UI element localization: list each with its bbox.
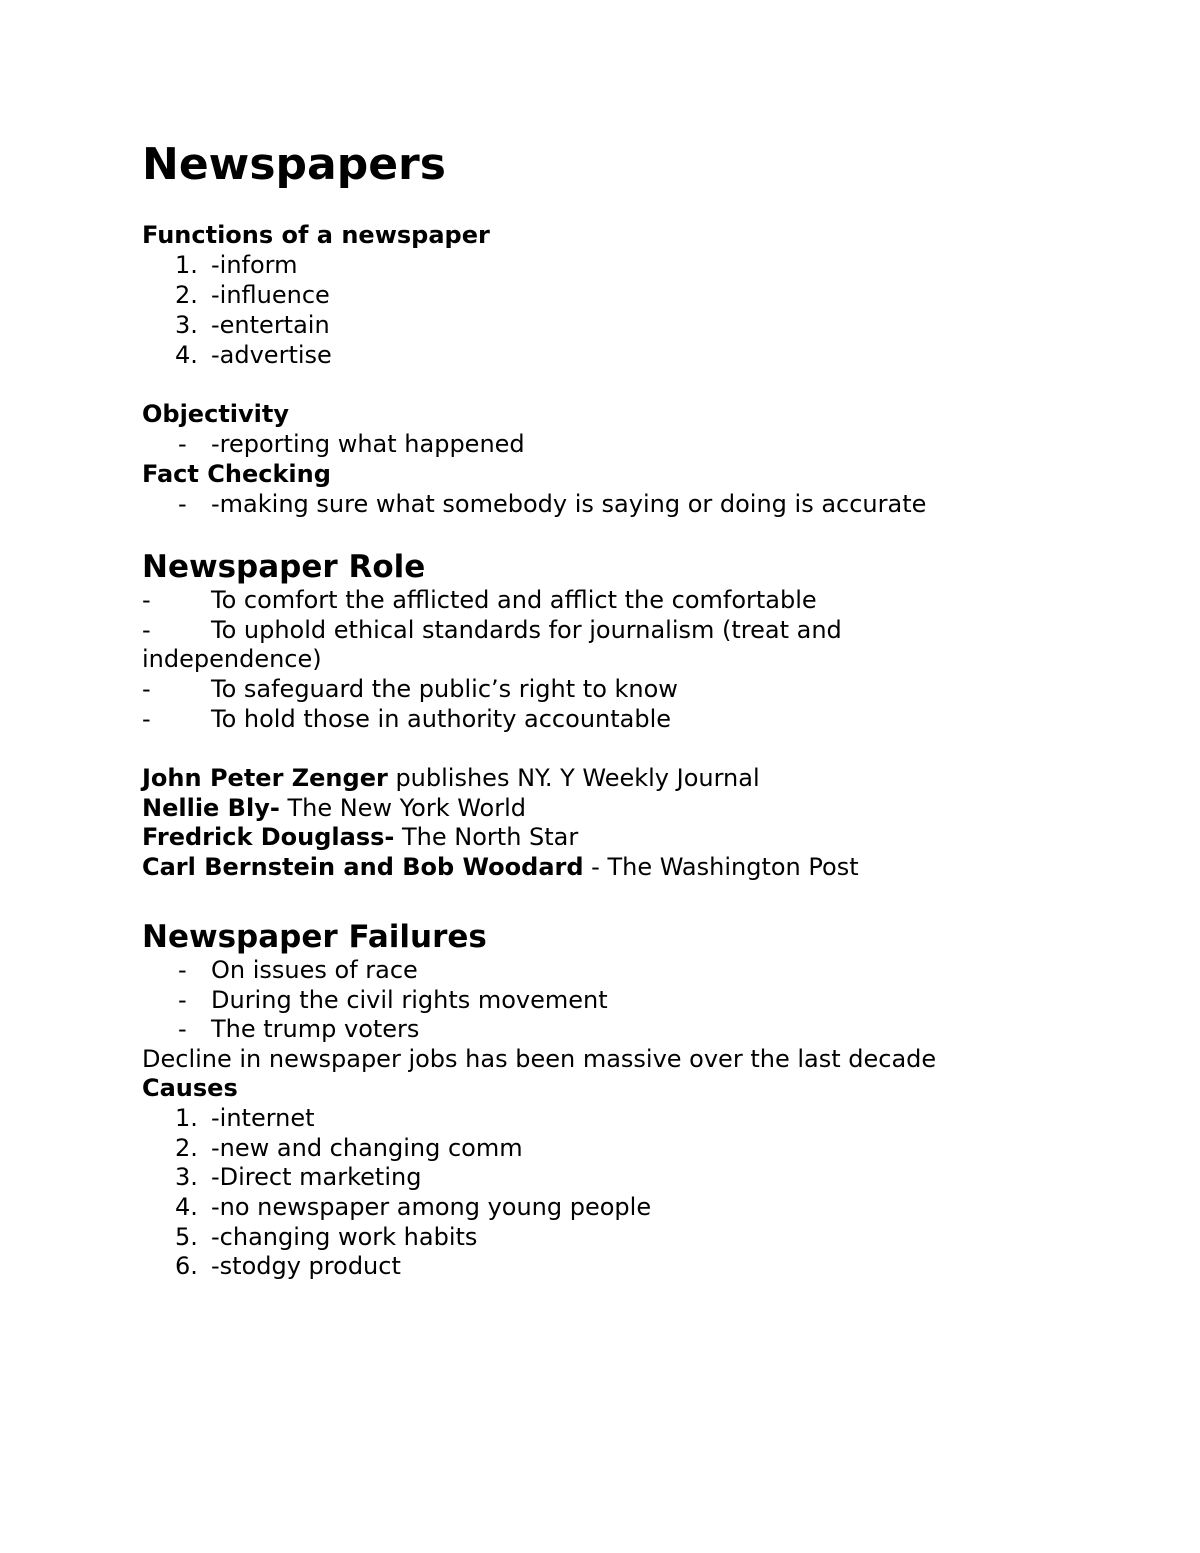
functions-heading: Functions of a newspaper: [142, 221, 490, 249]
person-detail: - The Washington Post: [583, 853, 859, 881]
list-marker: 4.: [175, 341, 198, 369]
list-marker: 6.: [175, 1252, 198, 1280]
role-heading: Newspaper Role: [142, 549, 426, 585]
causes-heading: Causes: [142, 1074, 238, 1102]
list-marker: 4.: [175, 1193, 198, 1221]
fact-checking-heading: Fact Checking: [142, 460, 331, 488]
person-detail: The New York World: [279, 794, 527, 822]
decline-text: Decline in newspaper jobs has been massive over the last decade: [142, 1045, 937, 1073]
person-detail: publishes NY. Y Weekly Journal: [387, 764, 760, 792]
list-item-text: -reporting what happened: [211, 430, 525, 458]
list-item-text: To safeguard the public’s right to know: [211, 675, 678, 703]
list-item-text: To comfort the afflicted and afflict the comfortable: [211, 586, 817, 614]
list-item-text: To hold those in authority accountable: [211, 705, 672, 733]
list-item-text: -stodgy product: [211, 1252, 401, 1280]
people-line: [142, 763, 760, 793]
people-line: [142, 822, 578, 852]
list-item-text: On issues of race: [211, 956, 418, 984]
people-line: [142, 852, 859, 882]
list-marker: 2.: [175, 281, 198, 309]
people-line: [142, 793, 526, 823]
list-marker: -: [178, 430, 187, 458]
list-item-text: -internet: [211, 1104, 315, 1132]
list-item-text: During the civil rights movement: [211, 986, 608, 1014]
page-title: Newspapers: [142, 139, 446, 190]
list-item-text: -entertain: [211, 311, 330, 339]
objectivity-heading: Objectivity: [142, 400, 289, 428]
list-item-text: -inform: [211, 251, 298, 279]
list-marker: 1.: [175, 1104, 198, 1132]
list-marker: -: [178, 986, 187, 1014]
list-marker: -: [178, 490, 187, 518]
list-marker: 5.: [175, 1223, 198, 1251]
list-marker: -: [142, 586, 151, 614]
list-marker: -: [142, 705, 151, 733]
list-item-text: -no newspaper among young people: [211, 1193, 652, 1221]
list-marker: -: [142, 616, 151, 644]
list-marker: 1.: [175, 251, 198, 279]
list-item-text: -advertise: [211, 341, 332, 369]
list-marker: -: [178, 1015, 187, 1043]
list-item-text: To uphold ethical standards for journalism (treat and: [211, 616, 842, 644]
list-item-text: -changing work habits: [211, 1223, 478, 1251]
list-marker: 3.: [175, 1163, 198, 1191]
failures-heading: Newspaper Failures: [142, 919, 487, 955]
list-item-text: -influence: [211, 281, 330, 309]
list-item-continuation: independence): [142, 645, 322, 673]
list-marker: -: [178, 956, 187, 984]
list-marker: -: [142, 675, 151, 703]
list-item-text: The trump voters: [211, 1015, 420, 1043]
list-item-text: -Direct marketing: [211, 1163, 422, 1191]
list-item-text: -new and changing comm: [211, 1134, 523, 1162]
person-name: Nellie Bly-: [142, 794, 280, 822]
person-name: Carl Bernstein and Bob Woodard: [142, 853, 584, 881]
person-name: John Peter Zenger: [142, 764, 388, 792]
person-name: Fredrick Douglass-: [142, 823, 395, 851]
list-item-text: -making sure what somebody is saying or doing is accurate: [211, 490, 927, 518]
list-marker: 3.: [175, 311, 198, 339]
person-detail: The North Star: [394, 823, 579, 851]
list-marker: 2.: [175, 1134, 198, 1162]
